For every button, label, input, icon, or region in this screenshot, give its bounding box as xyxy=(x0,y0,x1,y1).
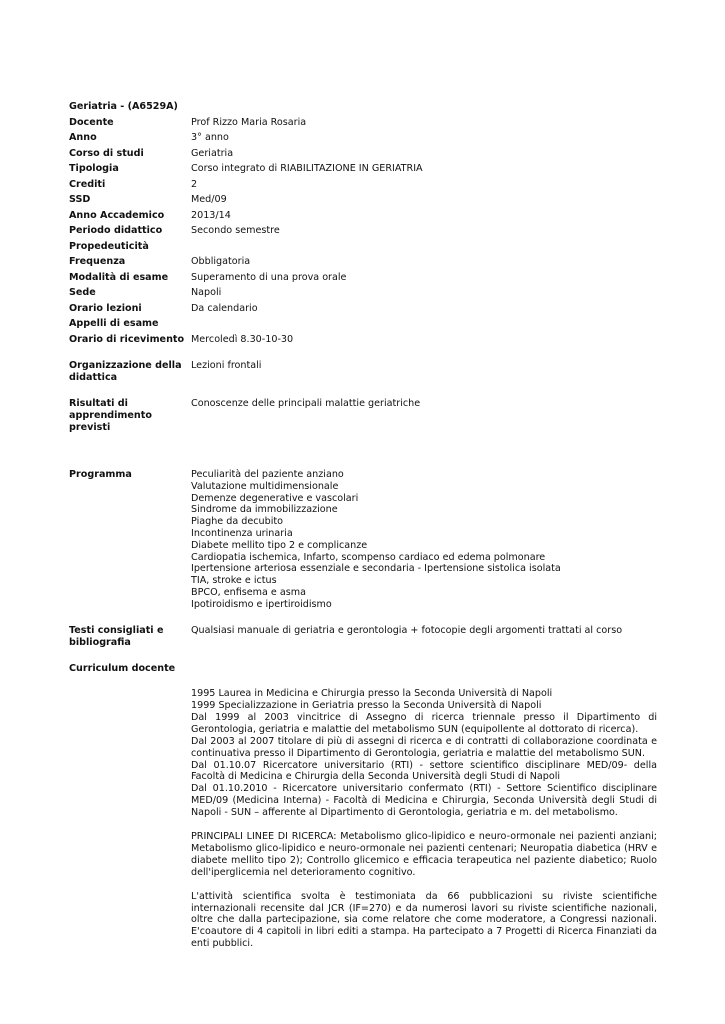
field-value xyxy=(191,241,657,257)
field-label: Orario lezioni xyxy=(69,302,142,314)
curriculum-line: Dal 01.10.2010 - Ricercatore universitario confermato (RTI) - Settore Scientifico disciplinare MED/09 (Medicina Interna) - Facoltà di Medicina e Chirurgia, Seconda Università degli Studi di Napoli - SUN – afferente al Dipartimento di Gerontologia, geriatria e m. del metabolismo. xyxy=(191,783,657,819)
field-label: Testi consigliati e bibliografia xyxy=(69,624,164,648)
field-label: Crediti xyxy=(69,178,106,190)
field-value: Geriatria xyxy=(191,147,234,159)
list-item: BPCO, enfisema e asma xyxy=(191,586,306,598)
field-value: Prof Rizzo Maria Rosaria xyxy=(191,116,307,128)
field-label: Tipologia xyxy=(69,163,119,174)
field-label: Organizzazione della didattica xyxy=(69,360,182,383)
list-item: Piaghe da decubito xyxy=(191,516,283,528)
field-orario-lezioni xyxy=(69,303,657,319)
field-value: Secondo semestre xyxy=(191,225,280,236)
curriculum-line: 1999 Specializzazione in Geriatria presso la Seconda Università di Napoli xyxy=(191,699,542,711)
field-value: Napoli xyxy=(191,287,222,298)
field-label: Curriculum docente xyxy=(69,662,176,674)
field-label: Frequenza xyxy=(69,256,126,267)
curriculum-line: 1995 Laurea in Medicina e Chirurgia presso la Seconda Università di Napoli xyxy=(191,688,553,700)
list-item: Incontinenza urinaria xyxy=(191,527,293,539)
list-item: Valutazione multidimensionale xyxy=(191,480,339,492)
field-label: Periodo didattico xyxy=(69,225,163,236)
field-label: Risultati di apprendimento previsti xyxy=(69,398,152,433)
field-label: Propedeuticità xyxy=(69,240,149,252)
field-value: Da calendario xyxy=(191,302,258,314)
list-item: Sindrome da immobilizzazione xyxy=(191,504,338,516)
field-value: Mercoledì 8.30-10-30 xyxy=(191,333,294,345)
list-item: Cardiopatia ischemica, Infarto, scompenso cardiaco ed edema polmonare xyxy=(191,551,546,563)
research-lines-paragraph: PRINCIPALI LINEE DI RICERCA: Metabolismo glico-lipidico e neuro-ormonale nei pazienti anziani; Metabolismo glico-lipidico e neuro-ormonale nei pazienti centenari; Neuropatia diabetica (HRV e diabete mellito tipo 2); Controllo glicemico e efficacia terapeutica nel paziente diabetico; Ruolo dell'iperglicemia nel deterioramento cognitivo. xyxy=(191,831,657,878)
field-risultati xyxy=(69,398,657,434)
field-value: Qualsiasi manuale di geriatria e gerontologia + fotocopie degli argomenti trattati al corso xyxy=(191,624,623,636)
field-tipologia xyxy=(69,163,657,179)
field-label: Modalità di esame xyxy=(69,271,169,283)
scientific-activity-paragraph: L'attività scientifica svolta è testimoniata da 66 pubblicazioni su riviste scientifiche internazionali recensite dal JCR (IF=270) e da numerosi lavori su riviste scientifiche nazionali, oltre che dalla partecipazione, sia come relatore che come moderatore, a Congressi nazionali. E'coautore di 4 capitoli in libri editi a stampa. Ha partecipato a 7 Progetti di Ricerca Finanziati da enti pubblici. xyxy=(191,890,657,950)
programma-list xyxy=(191,469,657,611)
field-modalita-esame xyxy=(69,272,657,288)
field-label: Docente xyxy=(69,116,114,128)
field-value: Corso integrato di RIABILITAZIONE IN GERIATRIA xyxy=(191,163,423,174)
curriculum-line: Dal 2003 al 2007 titolare di più di assegni di ricerca e di contratti di collaborazione coordinata e continuativa presso il Dipartimento di Gerontologia, geriatria e malattie del metabolismo SUN. xyxy=(191,735,657,759)
field-propedeuticita xyxy=(69,241,657,257)
curriculum-line: Dal 1999 al 2003 vincitrice di Assegno di ricerca triennale presso il Dipartimento di Gerontologia, geriatria e malattie del metabolismo SUN (equipollente al dottorato di ricerca). xyxy=(191,711,657,735)
field-label: Corso di studi xyxy=(69,147,144,159)
list-item: TIA, stroke e ictus xyxy=(191,575,277,587)
field-orario-ricevimento xyxy=(69,334,657,350)
field-value: Obbligatoria xyxy=(191,256,251,267)
field-label: Appelli di esame xyxy=(69,318,159,329)
field-curriculum xyxy=(69,663,657,679)
field-label: Anno xyxy=(69,132,97,143)
field-testi xyxy=(69,625,657,649)
list-item: Ipertensione arteriosa essenziale e secondaria - Ipertensione sistolica isolata xyxy=(191,563,561,575)
field-anno-accademico xyxy=(69,210,657,226)
field-value: Lezioni frontali xyxy=(191,360,262,371)
curriculum-line: Dal 01.10.07 Ricercatore universitario (RTI) - settore scientifico disciplinare MED/09- della Facoltà di Medicina e Chirurgia della Seconda Università degli Studi di Napoli xyxy=(191,759,657,783)
field-sede xyxy=(69,287,657,303)
field-ssd xyxy=(69,194,657,210)
list-item: Demenze degenerative e vascolari xyxy=(191,492,359,504)
field-periodo-didattico xyxy=(69,225,657,241)
field-value xyxy=(191,318,657,334)
field-anno xyxy=(69,132,657,148)
field-docente xyxy=(69,117,657,133)
field-crediti xyxy=(69,179,657,195)
field-value: Med/09 xyxy=(191,194,227,205)
field-label: Programma xyxy=(69,469,132,480)
course-title: Geriatria - (A6529A) xyxy=(69,101,178,112)
curriculum-body xyxy=(191,688,657,950)
list-item: Peculiarità del paziente anziano xyxy=(191,469,344,480)
field-label: Sede xyxy=(69,287,96,298)
field-corso-di-studi xyxy=(69,148,657,164)
list-item: Ipotiroidismo e ipertiroidismo xyxy=(191,598,332,610)
field-frequenza xyxy=(69,256,657,272)
field-label: Orario di ricevimento xyxy=(69,333,185,345)
field-value: 2013/14 xyxy=(191,209,231,221)
field-value: 2 xyxy=(191,178,198,190)
course-document xyxy=(69,101,657,950)
field-label: Anno Accademico xyxy=(69,209,165,221)
field-value: 3° anno xyxy=(191,132,229,143)
field-organizzazione xyxy=(69,360,657,384)
field-label: SSD xyxy=(69,194,91,205)
field-value: Superamento di una prova orale xyxy=(191,271,347,283)
field-appelli-esame xyxy=(69,318,657,334)
field-value: Conoscenze delle principali malattie geriatriche xyxy=(191,398,421,409)
field-programma xyxy=(69,469,657,611)
list-item: Diabete mellito tipo 2 e complicanze xyxy=(191,539,368,551)
